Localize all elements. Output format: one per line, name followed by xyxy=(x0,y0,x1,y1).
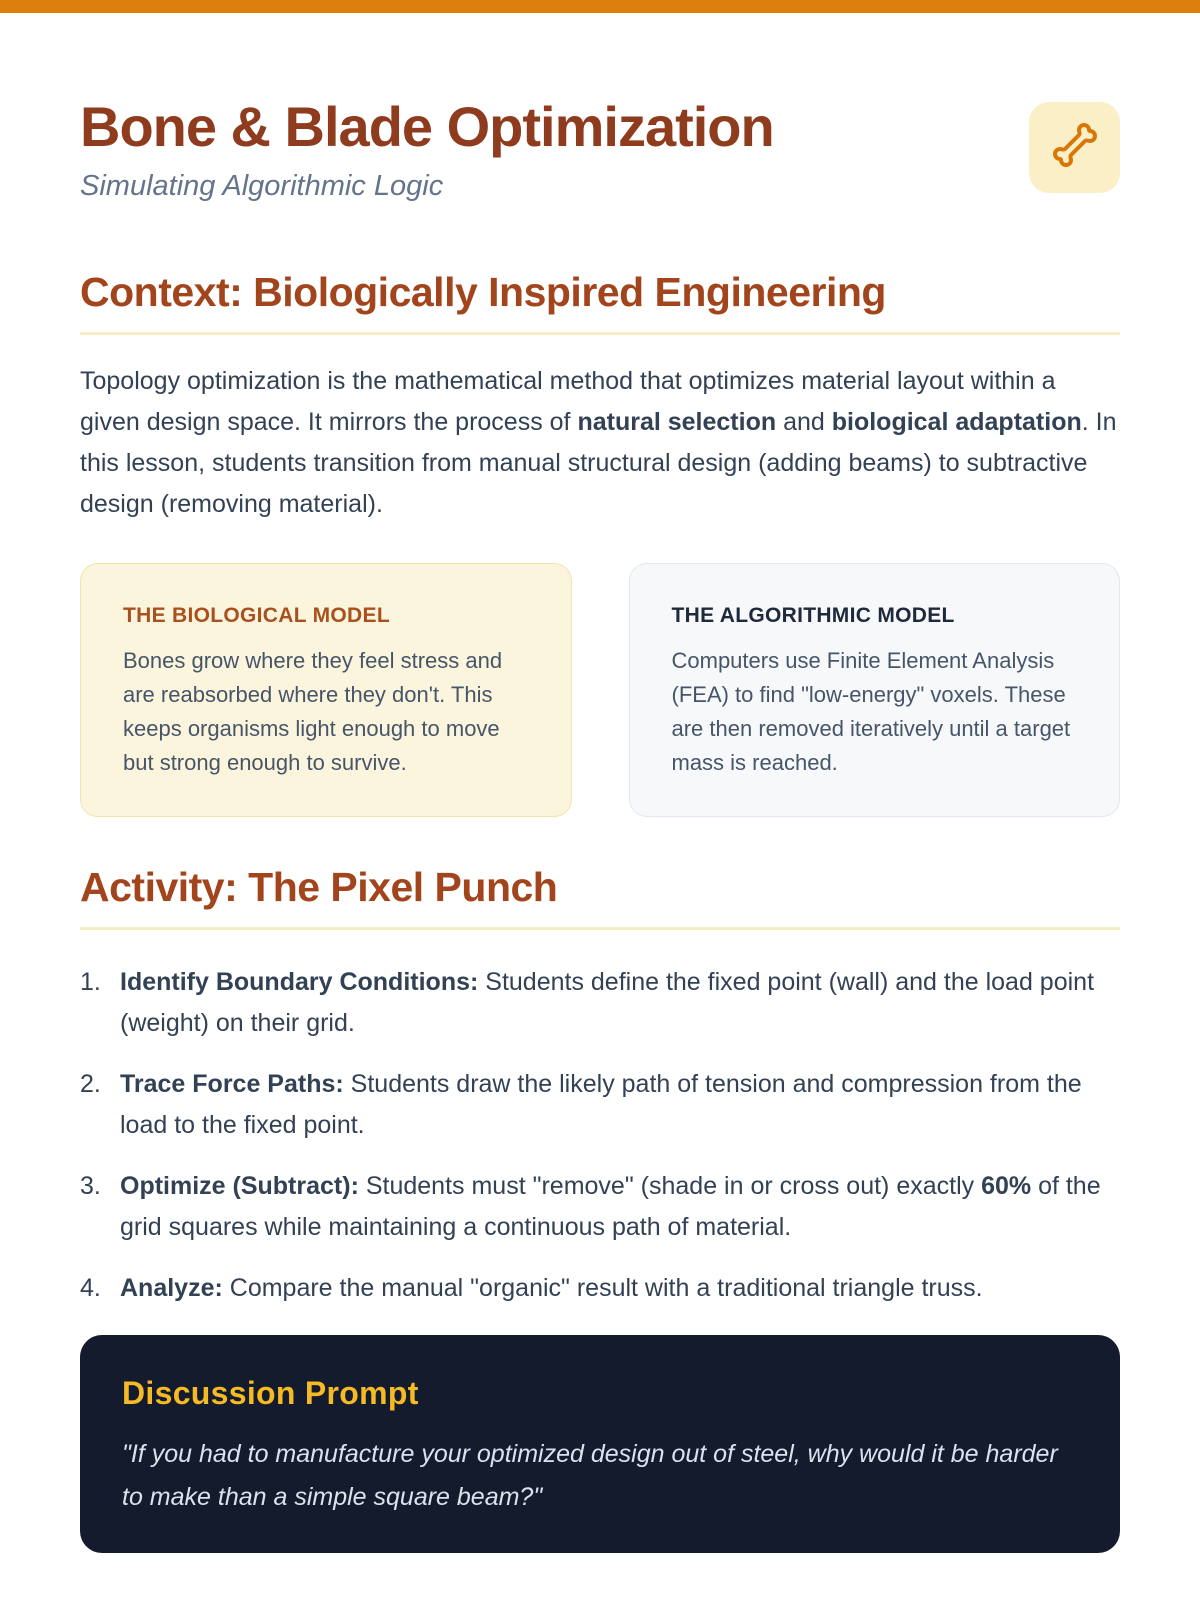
step-text: Students must "remove" (shade in or cross out) exactly xyxy=(358,1171,982,1200)
step-number: 2. xyxy=(80,1069,101,1098)
biological-model-card-body: Bones grow where they feel stress and are reabsorbed where they don't. This keeps organisms light enough to move but strong enough to survive. xyxy=(123,647,503,775)
page-subtitle: Simulating Algorithmic Logic xyxy=(80,169,444,202)
algorithmic-model-card xyxy=(629,563,1121,817)
context-text-3: . In this lesson, students transition from manual structural design (adding beams) to subtractive design (removing material). xyxy=(80,407,1117,518)
context-paragraph xyxy=(80,361,1120,525)
biological-model-card xyxy=(80,563,572,817)
context-bold-biological-adaptation: biological adaptation xyxy=(831,407,1082,436)
step-text: Compare the manual "organic" result with a traditional triangle truss. xyxy=(222,1273,983,1302)
page-title: Bone & Blade Optimization xyxy=(80,95,774,158)
step-lead: Trace Force Paths: xyxy=(120,1069,344,1098)
activity-step-4 xyxy=(80,1268,1120,1309)
activity-step-1 xyxy=(80,962,1120,1044)
context-section-heading: Context: Biologically Inspired Engineering xyxy=(80,268,1120,335)
context-text-2: and xyxy=(776,407,832,436)
context-text-1: Topology optimization is the mathematical method that optimizes material layout within a given design space. It mirrors the process of xyxy=(80,366,1056,436)
step-number: 4. xyxy=(80,1273,101,1302)
step-lead: Analyze: xyxy=(120,1273,223,1302)
step-number: 1. xyxy=(80,967,101,996)
step-number: 3. xyxy=(80,1171,101,1200)
step-lead: Identify Boundary Conditions: xyxy=(120,967,479,996)
activity-step-2 xyxy=(80,1064,1120,1146)
title-block xyxy=(80,96,774,204)
context-bold-natural-selection: natural selection xyxy=(577,407,777,436)
bone-icon-badge xyxy=(1029,102,1120,193)
activity-step-3 xyxy=(80,1166,1120,1248)
step-bold: 60% xyxy=(981,1171,1032,1200)
activity-section-heading: Activity: The Pixel Punch xyxy=(80,863,1120,930)
algorithmic-model-card-body: Computers use Finite Element Analysis (FEA) to find "low-energy" voxels. These are then removed iteratively until a target mass is reached. xyxy=(671,647,1071,775)
discussion-prompt-heading: Discussion Prompt xyxy=(122,1374,419,1411)
step-text-2: of the grid squares while maintaining a continuous path of material. xyxy=(120,1171,1101,1241)
biological-model-card-title: THE BIOLOGICAL MODEL xyxy=(123,603,390,627)
discussion-prompt-quote: "If you had to manufacture your optimized design out of steel, why would it be harder to make than a simple square beam?" xyxy=(122,1439,1058,1511)
bone-icon xyxy=(1051,121,1099,174)
discussion-prompt-box xyxy=(80,1335,1120,1553)
page-header xyxy=(80,96,1120,204)
model-cards xyxy=(80,563,1120,817)
accent-topbar xyxy=(0,0,1200,13)
step-text: Students draw the likely path of tension and compression from the load to the fixed point. xyxy=(120,1069,1082,1139)
step-text: Students define the fixed point (wall) and the load point (weight) on their grid. xyxy=(120,967,1095,1037)
activity-steps xyxy=(80,962,1120,1309)
algorithmic-model-card-title: THE ALGORITHMIC MODEL xyxy=(671,603,955,627)
page-container xyxy=(0,96,1200,1553)
step-lead: Optimize (Subtract): xyxy=(120,1171,359,1200)
